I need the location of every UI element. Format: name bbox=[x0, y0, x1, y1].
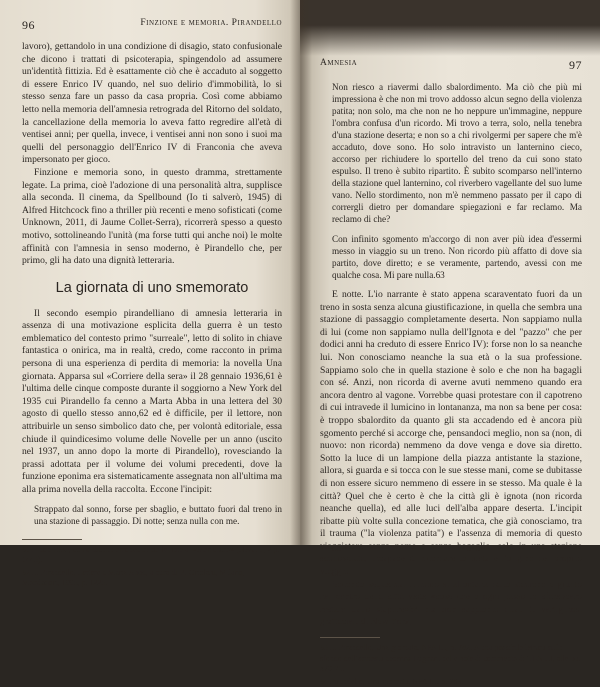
left-footnote-rule bbox=[22, 539, 82, 540]
left-footnote-61: 61 E non 1935, come dicono erroneamente le note al «Meridiano» (NPA III, 2 p. 1443). bbox=[22, 544, 280, 565]
right-page-top-shadow bbox=[300, 0, 600, 56]
right-paragraph-1: E notte. L'io narrante è stato appena scaraventato fuori da un treno in sosta senza alcuna giustificazione, in quella che sembra una stazione di passaggio completamente deserta. Non sappiamo nulla di lui (come non sappiamo nulla dell'Ignota e del "pazzo" che per dodici anni ha creduto di essere Enrico IV): forse non lo sa neanche lui. Non conosciamo neanche la sua età o la sua professione. Sappiamo solo che in quella stazione è solo e che non ha bagagli con sé. Anzi, non ricorda di averne avuti nemmeno quando era ancora dentro al vagone. Vorrebbe quasi protestare con il capotreno di cui intravede il lumicino in lontananza, ma non sa bene per cosa: è troppo sbalordito da quanto gli sta accadendo ed è ancora più sgomento perché si accorge che, pensandoci meglio, non sa (non, di nuovo: non ricorda) nemmeno da dove venga e dove sia diretto. Sotto la luce di un lampione della piazza antistante la stazione, allora, si guarda e si tocca con le sue stesse mani, come se dubitasse di non essere sicuro nemmeno di essere in se stesso. Ma quale è la città? Quel che è certo è che la città gli è ignota (non ricorda neanche quella), ed alle luci dell'alba appare deserta. L'incipit ribatte più volte sulla concezione tematica, che già conosciamo, tra il trauma ("la violenza patita") e l'assenza di memoria di questo viaggiatore senza nome e senza bagaglio, solo in una stazione sconosciuta, incapace di ricordare la meta e l'origine del proprio viaggio. bbox=[320, 289, 582, 578]
right-quote-2: Con infinito sgomento m'accorgo di non aver più idea d'essermi messo in viaggio su un treno. Non ricordo più affatto di dove sia partito, dove diretto; e se veramente, partendo, avessi con me qualche cosa. Mi pare nulla.63 bbox=[332, 234, 582, 280]
left-paragraph-2: Finzione e memoria sono, in questo dramma, strettamente legate. La prima, cioè l'adozione di una personalità altra, supplisce alla seconda. Il cinema, da Spellbound (Io ti salverò, 1945) di Alfred Hitchcock fino a thriller più recenti e meno sofisticati (come Unknown, 2011, di Jaume Collet-Serra), ricorrerà spesso a questo motivo, sottolineando l'unità (ma forse tutti qui anche noi) le molte affinità con l'amnesia in senso moderno, è Pirandello che, per primo, gli ha dato una dignità letteraria. bbox=[22, 166, 282, 267]
right-footnote-rule bbox=[320, 637, 380, 638]
left-quote: Strappato dal sonno, forse per sbaglio, e buttato fuori dal treno in una stazione di passaggio. Di notte; senza nulla con me. bbox=[34, 503, 282, 526]
left-running-header bbox=[22, 18, 282, 33]
section-title: La giornata di uno smemorato bbox=[55, 279, 249, 296]
right-page bbox=[300, 0, 600, 686]
right-footnote-63: 63 L. Pirandello, Una giornata, NPA III, p. 782. A una possibile lettura sullo sfondo dell'amnesia accenna Lugnani nelle note di commento di TLN III, alle pp. 870-71. bbox=[320, 643, 581, 674]
left-footnote-62: 62 L. Pirandello, Lettere a Marta Abba, a cura di B. Ortolani, Milano, Mondadori, 1995, p. 1225. bbox=[22, 567, 245, 588]
left-running-title: Finzione e memoria. Pirandello bbox=[140, 18, 282, 28]
right-footnote-64: 64 Pirandello, Una giornata, NPA III, p. 783. bbox=[320, 676, 464, 686]
right-quote-1: Non riesco a riavermi dallo sbalordimento. Ma ciò che più mi impressiona è che non mi trovo addosso alcun segno della violenza patita; non solo, ma che non ne ho neppure un'immagine, neppure l'ombra confusa d'un ricordo. Mi trovo a terra, solo, nella tenebra d'una stazione deserta; e non so a chi rivolgermi per sapere che m'è accaduto, dove sono. Ho solo intravisto un lanternino cieco, accorso per richiudere lo sportello del treno da cui sono stato espulso. Il treno è subito ripartito. È subito scomparso nell'interno della stazione quel lanternino, col riverbero vagellante del suo lume vano. Nello stordimento, non m'è nemmeno passato per il capo di corrergli dietro per domandare spiegazioni e far reclamo. Ma reclamo di che? bbox=[332, 82, 582, 224]
left-page bbox=[0, 0, 300, 588]
left-paragraph-1: lavoro), gettandolo in una condizione di disagio, stato confusionale che dicono i trattati di psicoterapia, spingendolo ad assumere un'identità fittizia. Ed è esattamente ciò che è accaduto al soggetto di essere Enrico IV quando, nel suo delirio d'immobilità, lo si stesso senza fare un passo da casa propria. Così come abbiamo letto nella memoria dell'amnesia retrograda del Ritorno del soldato, la cancellazione della memoria lo aveva fatto regredire all'età di ventisei anni; per quella, invece, i ventisei anni non sono i suoi ma quelli del personaggio dell'Enrico IV di Franconia che aveva impersonato per gioco. bbox=[22, 41, 282, 166]
right-page-number: 97 bbox=[569, 58, 582, 72]
left-paragraph-3: Il secondo esempio pirandelliano di amnesia letteraria in assenza di una motivazione esplicita della guerra è un testo emblematico del contesto primo "surreale", letto di solito in chiave fantastica o onirica, ma in realtà, credo, come racconto in prima persona di una esperienza di perdita di memoria: la novella Una giornata. Apparsa sul «Corriere della sera» il 28 gennaio 1936,61 è l'ultima delle cinque composte durante il soggiorno a New York del 1935 cui Pirandello fa cenno a Marta Abba in una lettera del 30 agosto di quello stesso anno,62 ed è difficile, per il lettore, non attribuirle un senso simbolico dato che, per volontà editoriale, essa chiude il quindicesimo volume delle Novelle per un anno (uscito nel 1937, un anno dopo la morte di Pirandello), rovesciando la prassi adottata per il volume dei volumi precedenti, dove la funzione eponima era sistematicamente assegnata non all'ultima ma alla prima novella della raccolta. Eccone l'incipit: bbox=[22, 307, 282, 495]
right-running-header bbox=[320, 58, 582, 73]
book-gutter bbox=[290, 0, 312, 545]
right-paragraph-2: Seconda sequenza. L'uomo si allontana dalla stazione e giunto nel centro della città vede «cose che a ogni passo lo sfarebbero restare dallo stupore»64 ma non sappiamo quali (i vertiginosi grattacieli di New York, bbox=[320, 578, 582, 628]
left-page-number: 96 bbox=[22, 18, 35, 32]
right-running-title: Amnesia bbox=[320, 58, 358, 68]
